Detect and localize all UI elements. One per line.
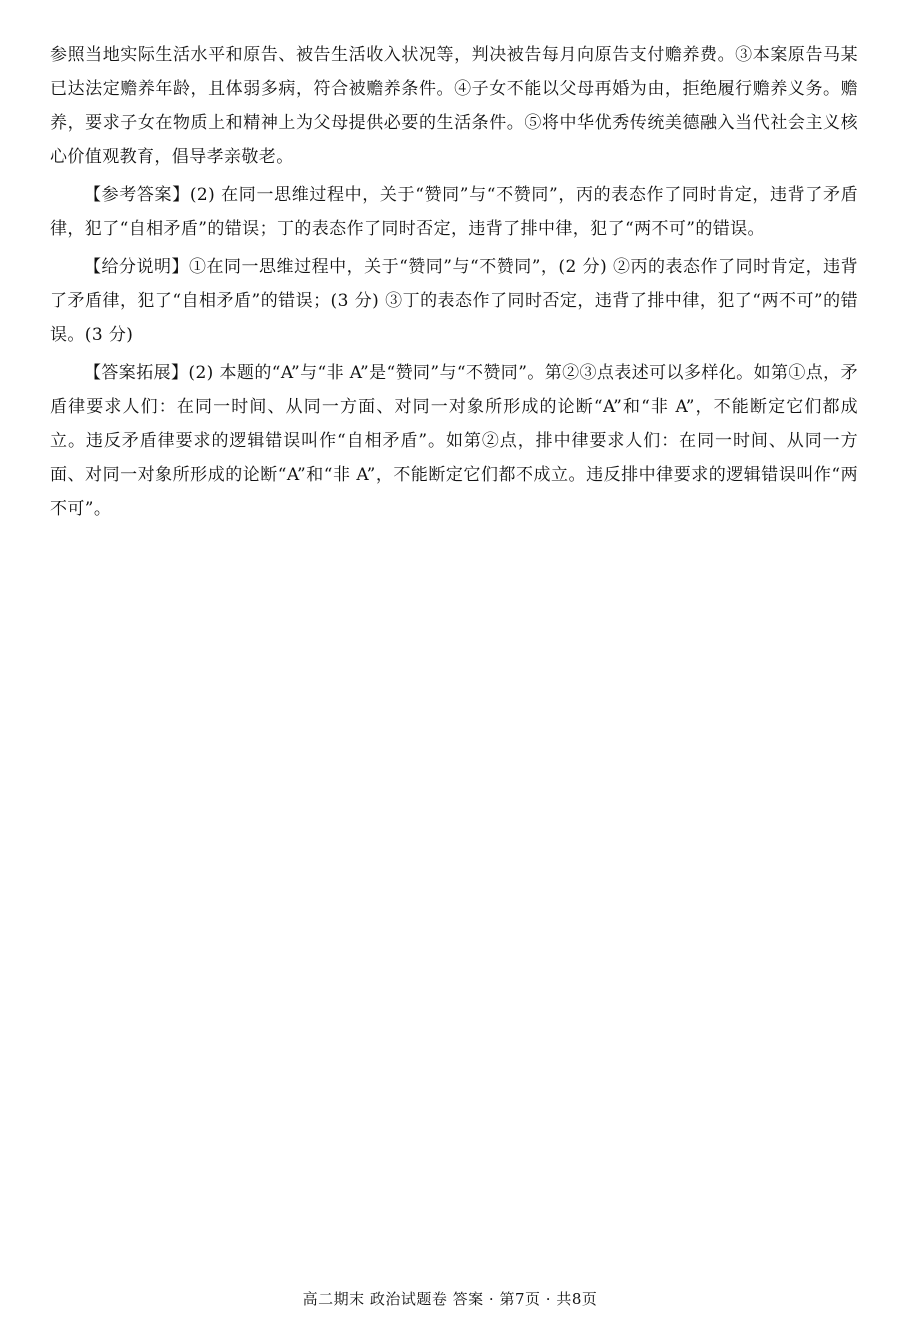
reference-answer-paragraph: 【参考答案】(2) 在同一思维过程中，关于“赞同”与“不赞同”，丙的表态作了同时肯定，违背了矛盾律，犯了“自相矛盾”的错误；丁的表态作了同时否定，违背了排中律，犯了“两不可”的错误。 <box>50 185 858 239</box>
scoring-notes-paragraph: 【给分说明】①在同一思维过程中，关于“赞同”与“不赞同”，(2 分) ②丙的表态作了同时肯定，违背了矛盾律，犯了“自相矛盾”的错误；(3 分) ③丁的表态作了同时否定，违背了排中律，犯了“两不可”的错误。(3 分) <box>50 257 858 345</box>
page-footer: 高二期末 政治试题卷 答案 · 第7页 · 共8页 <box>302 1290 598 1308</box>
answer-paragraph-continuation: 参照当地实际生活水平和原告、被告生活收入状况等，判决被告每月向原告支付赡养费。③本案原告马某已达法定赡养年龄，且体弱多病，符合被赡养条件。④子女不能以父母再婚为由，拒绝履行赡养义务。赡养，要求子女在物质上和精神上为父母提供必要的生活条件。⑤将中华优秀传统美德融入当代社会主义核心价值观教育，倡导孝亲敬老。 <box>50 45 858 167</box>
answer-extension-paragraph: 【答案拓展】(2) 本题的“A”与“非 A”是“赞同”与“不赞同”。第②③点表述可以多样化。如第①点，矛盾律要求人们：在同一时间、从同一方面、对同一对象所形成的论断“A”和“非 A”，不能断定它们都成立。违反矛盾律要求的逻辑错误叫作“自相矛盾”。如第②点，排中律要求人们：在同一时间、从同一方面、对同一对象所形成的论断“A”和“非 A”，不能断定它们都不成立。违反排中律要求的逻辑错误叫作“两不可”。 <box>50 363 858 519</box>
document-body <box>50 38 858 530</box>
